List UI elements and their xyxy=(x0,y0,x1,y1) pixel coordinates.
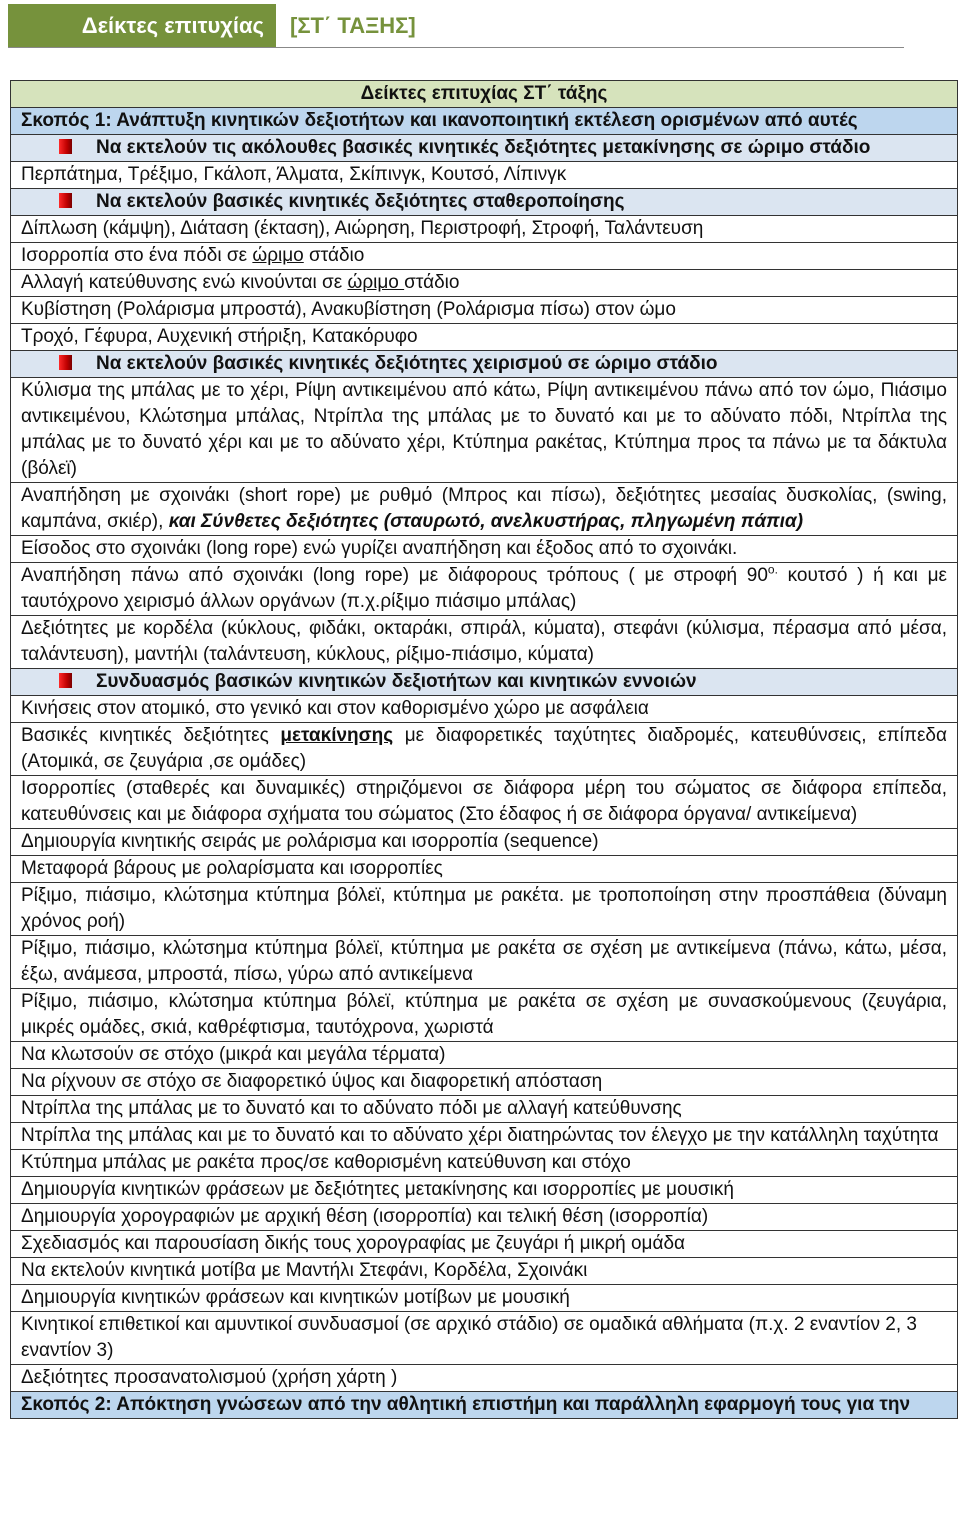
table-row: Ρίξιμο, πιάσιμο, κλώτσημα κτύπημα βόλεϊ, κτύπημα με ρακέτα. με τροποποίηση στην προσπάθεια (δύναμη χρόνος ροή) xyxy=(11,883,958,936)
row-text: Αλλαγή κατεύθυνσης ενώ κινούνται σε xyxy=(21,272,348,293)
table-row: Κινήσεις στον ατομικό, στο γενικό και στον καθορισμένο χώρο με ασφάλεια xyxy=(11,696,958,723)
subheading-text: Να εκτελούν βασικές κινητικές δεξιότητες χειρισμού σε ώριμο στάδιο xyxy=(96,353,718,374)
subheading-stability xyxy=(11,189,958,216)
row-text: κουτσό ) ή και με ταυτόχρονο χειρισμό άλλων οργάνων (π.χ.ρίξιμο πιάσιμο μπάλας) xyxy=(21,565,947,612)
table-row: Κτύπημα μπάλας με ρακέτα προς/σε καθορισμένη κατεύθυνση και στόχο xyxy=(11,1150,958,1177)
table-row: Δημιουργία κινητικών φράσεων και κινητικών μοτίβων με μουσική xyxy=(11,1285,958,1312)
document-header xyxy=(0,0,960,52)
table-title: Δείκτες επιτυχίας ΣΤ΄ τάξης xyxy=(11,81,958,108)
row-text: Βασικές κινητικές δεξιότητες xyxy=(21,725,281,746)
table-row: Ρίξιμο, πιάσιμο, κλώτσημα κτύπημα βόλεϊ, κτύπημα με ρακέτα σε σχέση με συνασκούμενους (ζευγάρια, μικρές ομάδες, σκιά, καθρέφτισμα, ταυτόχρονα, χωριστά xyxy=(11,989,958,1042)
subheading-text: Συνδυασμός βασικών κινητικών δεξιοτήτων και κινητικών εννοιών xyxy=(96,671,697,692)
subheading-text: Να εκτελούν βασικές κινητικές δεξιότητες σταθεροποίησης xyxy=(96,191,625,212)
table-row: Ισορροπίες (σταθερές και δυναμικές) στηριζόμενοι σε διάφορα μέρη του σώματος σε διάφορα επίπεδα, κατευθύνσεις και με διάφορα σχήματα του σώματος (Στο έδαφος ή σε διάφορα όργανα/ αντικείμενα) xyxy=(11,776,958,829)
table-row: Μεταφορά βάρους με ρολαρίσματα και ισορροπίες xyxy=(11,856,958,883)
table-row xyxy=(11,723,958,776)
table-row: Δημιουργία χορογραφιών με αρχική θέση (ισορροπία) και τελική θέση (ισορροπία) xyxy=(11,1204,958,1231)
aim-2-heading: Σκοπός 2: Απόκτηση γνώσεων από την αθλητική επιστήμη και παράλληλη εφαρμογή τους για την xyxy=(11,1392,958,1419)
table-row xyxy=(11,270,958,297)
table-row xyxy=(11,483,958,536)
superscript: ο. xyxy=(767,562,778,577)
table-row: Περπάτημα, Τρέξιμο, Γκάλοπ, Άλματα, Σκίπινγκ, Κουτσό, Λίπινγκ xyxy=(11,162,958,189)
subheading-text: Να εκτελούν τις ακόλουθες βασικές κινητικές δεξιότητες μετακίνησης σε ώριμο στάδιο xyxy=(96,137,871,158)
subheading-combination xyxy=(11,669,958,696)
table-row: Δημιουργία κινητικής σειράς με ρολάρισμα και ισορροπία (sequence) xyxy=(11,829,958,856)
header-rule xyxy=(8,47,904,48)
table-row: Τροχό, Γέφυρα, Αυχενική στήριξη, Κατακόρυφο xyxy=(11,324,958,351)
table-row: Δίπλωση (κάμψη), Διάταση (έκταση), Αιώρηση, Περιστροφή, Στροφή, Ταλάντευση xyxy=(11,216,958,243)
underlined-text: ώριμο xyxy=(347,272,405,293)
red-bullet-icon xyxy=(59,673,72,688)
table-row: Δεξιότητες με κορδέλα (κύκλους, φιδάκι, οκταράκι, σπιράλ, κύματα), στεφάνι (κύλισμα, πέρασμα από μέσα, ταλάντευση), μαντήλι (ταλάντευση, κύκλους, ρίξιμο-πιάσιμο, κύματα) xyxy=(11,616,958,669)
table-row: Να ρίχνουν σε στόχο σε διαφορετικό ύψος και διαφορετική απόσταση xyxy=(11,1069,958,1096)
table-row xyxy=(11,563,958,616)
row-text: Ισορροπία στο ένα πόδι σε xyxy=(21,245,253,266)
row-text: στάδιο xyxy=(303,245,365,266)
subheading-manipulative xyxy=(11,351,958,378)
table-row xyxy=(11,243,958,270)
table-row: Ντρίπλα της μπάλας με το δυνατό και το αδύνατο πόδι με αλλαγή κατεύθυνσης xyxy=(11,1096,958,1123)
table-row: Να εκτελούν κινητικά μοτίβα με Μαντήλι Στεφάνι, Κορδέλα, Σχοινάκι xyxy=(11,1258,958,1285)
table-row: Ντρίπλα της μπάλας και με το δυνατό και το αδύνατο χέρι διατηρώντας τον έλεγχο με την κατάλληλη ταχύτητα xyxy=(11,1123,958,1150)
section-title: Δείκτες επιτυχίας xyxy=(8,4,276,48)
grade-label: [ΣΤ΄ ΤΑΞΗΣ] xyxy=(290,13,416,38)
table-row: Κυβίστηση (Ρολάρισμα μπροστά), Ανακυβίστηση (Ρολάρισμα πίσω) στον ώμο xyxy=(11,297,958,324)
row-text: Αναπήδηση με σχοινάκι (short rope) με ρυθμό (Μπρος και πίσω), δεξιότητες μεσαίας δυσκολίας, (swing, καμπάνα, σκιέρ), xyxy=(21,485,947,532)
row-text: με διαφορετικές ταχύτητες διαδρομές, κατευθύνσεις, επίπεδα (Ατομικά, σε ζευγάρια ,σε ομάδες) xyxy=(21,725,947,772)
success-indicators-table xyxy=(10,80,958,1419)
table-row: Είσοδος στο σχοινάκι (long rope) ενώ γυρίζει αναπήδηση και έξοδος από το σχοινάκι. xyxy=(11,536,958,563)
underlined-text: ώριμο xyxy=(252,245,304,266)
table-row: Κινητικοί επιθετικοί και αμυντικοί συνδυασμοί (σε αρχικό στάδιο) σε ομαδικά αθλήματα (π.χ. 2 εναντίον 2, 3 εναντίον 3) xyxy=(11,1312,958,1365)
row-text: Αναπήδηση πάνω από σχοινάκι (long rope) με διάφορους τρόπους ( με στροφή 90 xyxy=(21,565,768,586)
table-row: Να κλωτσούν σε στόχο (μικρά και μεγάλα τέρματα) xyxy=(11,1042,958,1069)
row-text: στάδιο xyxy=(404,272,460,293)
table-row: Κύλισμα της μπάλας με το χέρι, Ρίψη αντικειμένου από κάτω, Ρίψη αντικειμένου πάνω από τον ώμο, Πιάσιμο αντικειμένου, Κλώτσημα μπάλας, Ντρίπλα της μπάλας με το δυνατό και με το αδύνατο πόδι, Ντρίπλα της μπάλας με το δυνατό χέρι και με το αδύνατο χέρι, Κτύπημα ρακέτας, Κτύπημα προς τα πάνω με τα δάκτυλα (βόλεϊ) xyxy=(11,378,958,483)
table-row: Δεξιότητες προσανατολισμού (χρήση χάρτη ) xyxy=(11,1365,958,1392)
table-row: Σχεδιασμός και παρουσίαση δικής τους χορογραφίας με ζευγάρι ή μικρή ομάδα xyxy=(11,1231,958,1258)
underlined-text: μετακίνησης xyxy=(280,725,394,746)
table-row: Ρίξιμο, πιάσιμο, κλώτσημα κτύπημα βόλεϊ, κτύπημα με ρακέτα σε σχέση με αντικείμενα (πάνω, κάτω, μέσα, έξω, ανάμεσα, μπροστά, πίσω, γύρω από αντικείμενα xyxy=(11,936,958,989)
subheading-locomotor xyxy=(11,135,958,162)
red-bullet-icon xyxy=(59,355,72,370)
red-bullet-icon xyxy=(59,193,72,208)
table-row: Δημιουργία κινητικών φράσεων με δεξιότητες μετακίνησης και ισορροπίες με μουσική xyxy=(11,1177,958,1204)
aim-1-heading: Σκοπός 1: Ανάπτυξη κινητικών δεξιοτήτων και ικανοποιητική εκτέλεση ορισμένων από αυτές xyxy=(11,108,958,135)
red-bullet-icon xyxy=(59,139,72,154)
bold-italic-text: και Σύνθετες δεξιότητες (σταυρωτό, ανελκυστήρας, πληγωμένη πάπια) xyxy=(168,511,804,532)
